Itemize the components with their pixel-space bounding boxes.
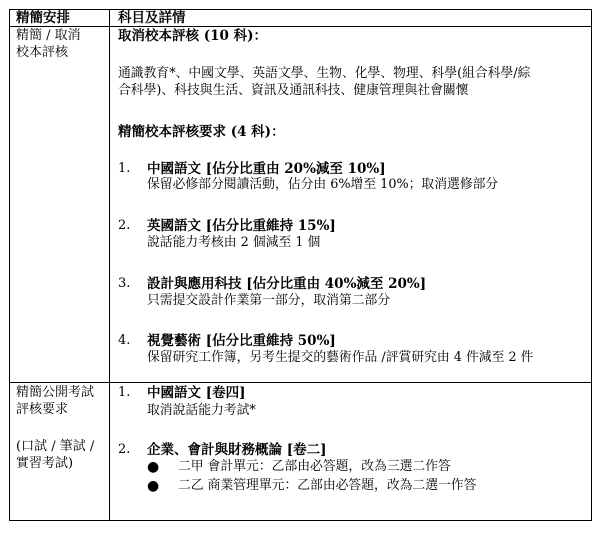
cancel-subjects-line1: 通識教育*、中國文學、英語文學、生物、化學、物理、科學(組合科學/綜 <box>118 66 531 81</box>
header-col1: 精簡安排 <box>16 10 70 26</box>
item-title: 設計與應用科技 [佔分比重由 40%減至 20%] <box>147 276 427 292</box>
arrangement-table <box>9 9 592 521</box>
item-description: 保留研究工作簿，另考生提交的藝術作品 /評賞研究由 4 件減至 2 件 <box>147 350 534 365</box>
section2-label-line4: 實習考試) <box>16 456 74 471</box>
section2-label-line1: 精簡公開考試 <box>16 385 95 400</box>
item-title: 中國語文 [卷四] <box>147 385 246 401</box>
section2-label-line2: 評核要求 <box>16 402 69 417</box>
cancel-sba-title: 取消校本評核 (10 科)： <box>118 28 267 44</box>
bullet-icon: ● <box>147 459 160 475</box>
section-divider <box>10 382 591 383</box>
bullet-icon: ● <box>147 478 160 494</box>
item-description: 只需提交設計作業第一部分，取消第二部分 <box>147 293 391 308</box>
bullet-text: 二乙 商業管理單元：乙部由必答題，改為二選一作答 <box>178 478 477 493</box>
simplify-sba-title: 精簡校本評核要求 (4 科)： <box>118 124 285 140</box>
item-description: 保留必修部分閱讀活動，佔分由 6%增至 10%；取消選修部分 <box>147 177 499 192</box>
item-number: 1. <box>118 161 131 176</box>
section2-label-line3: (口試 / 筆試 / <box>16 439 95 454</box>
item-number: 4. <box>118 333 131 348</box>
bullet-text: 二甲 會計單元：乙部由必答題，改為三選二作答 <box>178 459 451 474</box>
item-title: 英國語文 [佔分比重維持 15%] <box>147 218 336 234</box>
item-number: 1. <box>118 385 131 400</box>
cancel-subjects-line2: 合科學)、科技與生活、資訊及通訊科技、健康管理與社會關懷 <box>118 83 469 98</box>
item-number: 3. <box>118 276 131 291</box>
item-number: 2. <box>118 442 131 457</box>
header-col2: 科目及詳情 <box>118 10 186 26</box>
item-title: 中國語文 [佔分比重由 20%減至 10%] <box>147 161 386 177</box>
header-divider <box>10 26 591 27</box>
item-description: 取消說話能力考試* <box>147 403 256 418</box>
section1-label-line2: 校本評核 <box>16 45 69 60</box>
item-description: 說話能力考核由 2 個減至 1 個 <box>147 235 321 250</box>
item-title: 視覺藝術 [佔分比重維持 50%] <box>147 333 336 349</box>
item-title: 企業、會計與財務概論 [卷二] <box>147 442 327 458</box>
item-number: 2. <box>118 218 131 233</box>
column-divider <box>109 10 110 520</box>
section1-label-line1: 精簡 / 取消 <box>16 28 81 43</box>
